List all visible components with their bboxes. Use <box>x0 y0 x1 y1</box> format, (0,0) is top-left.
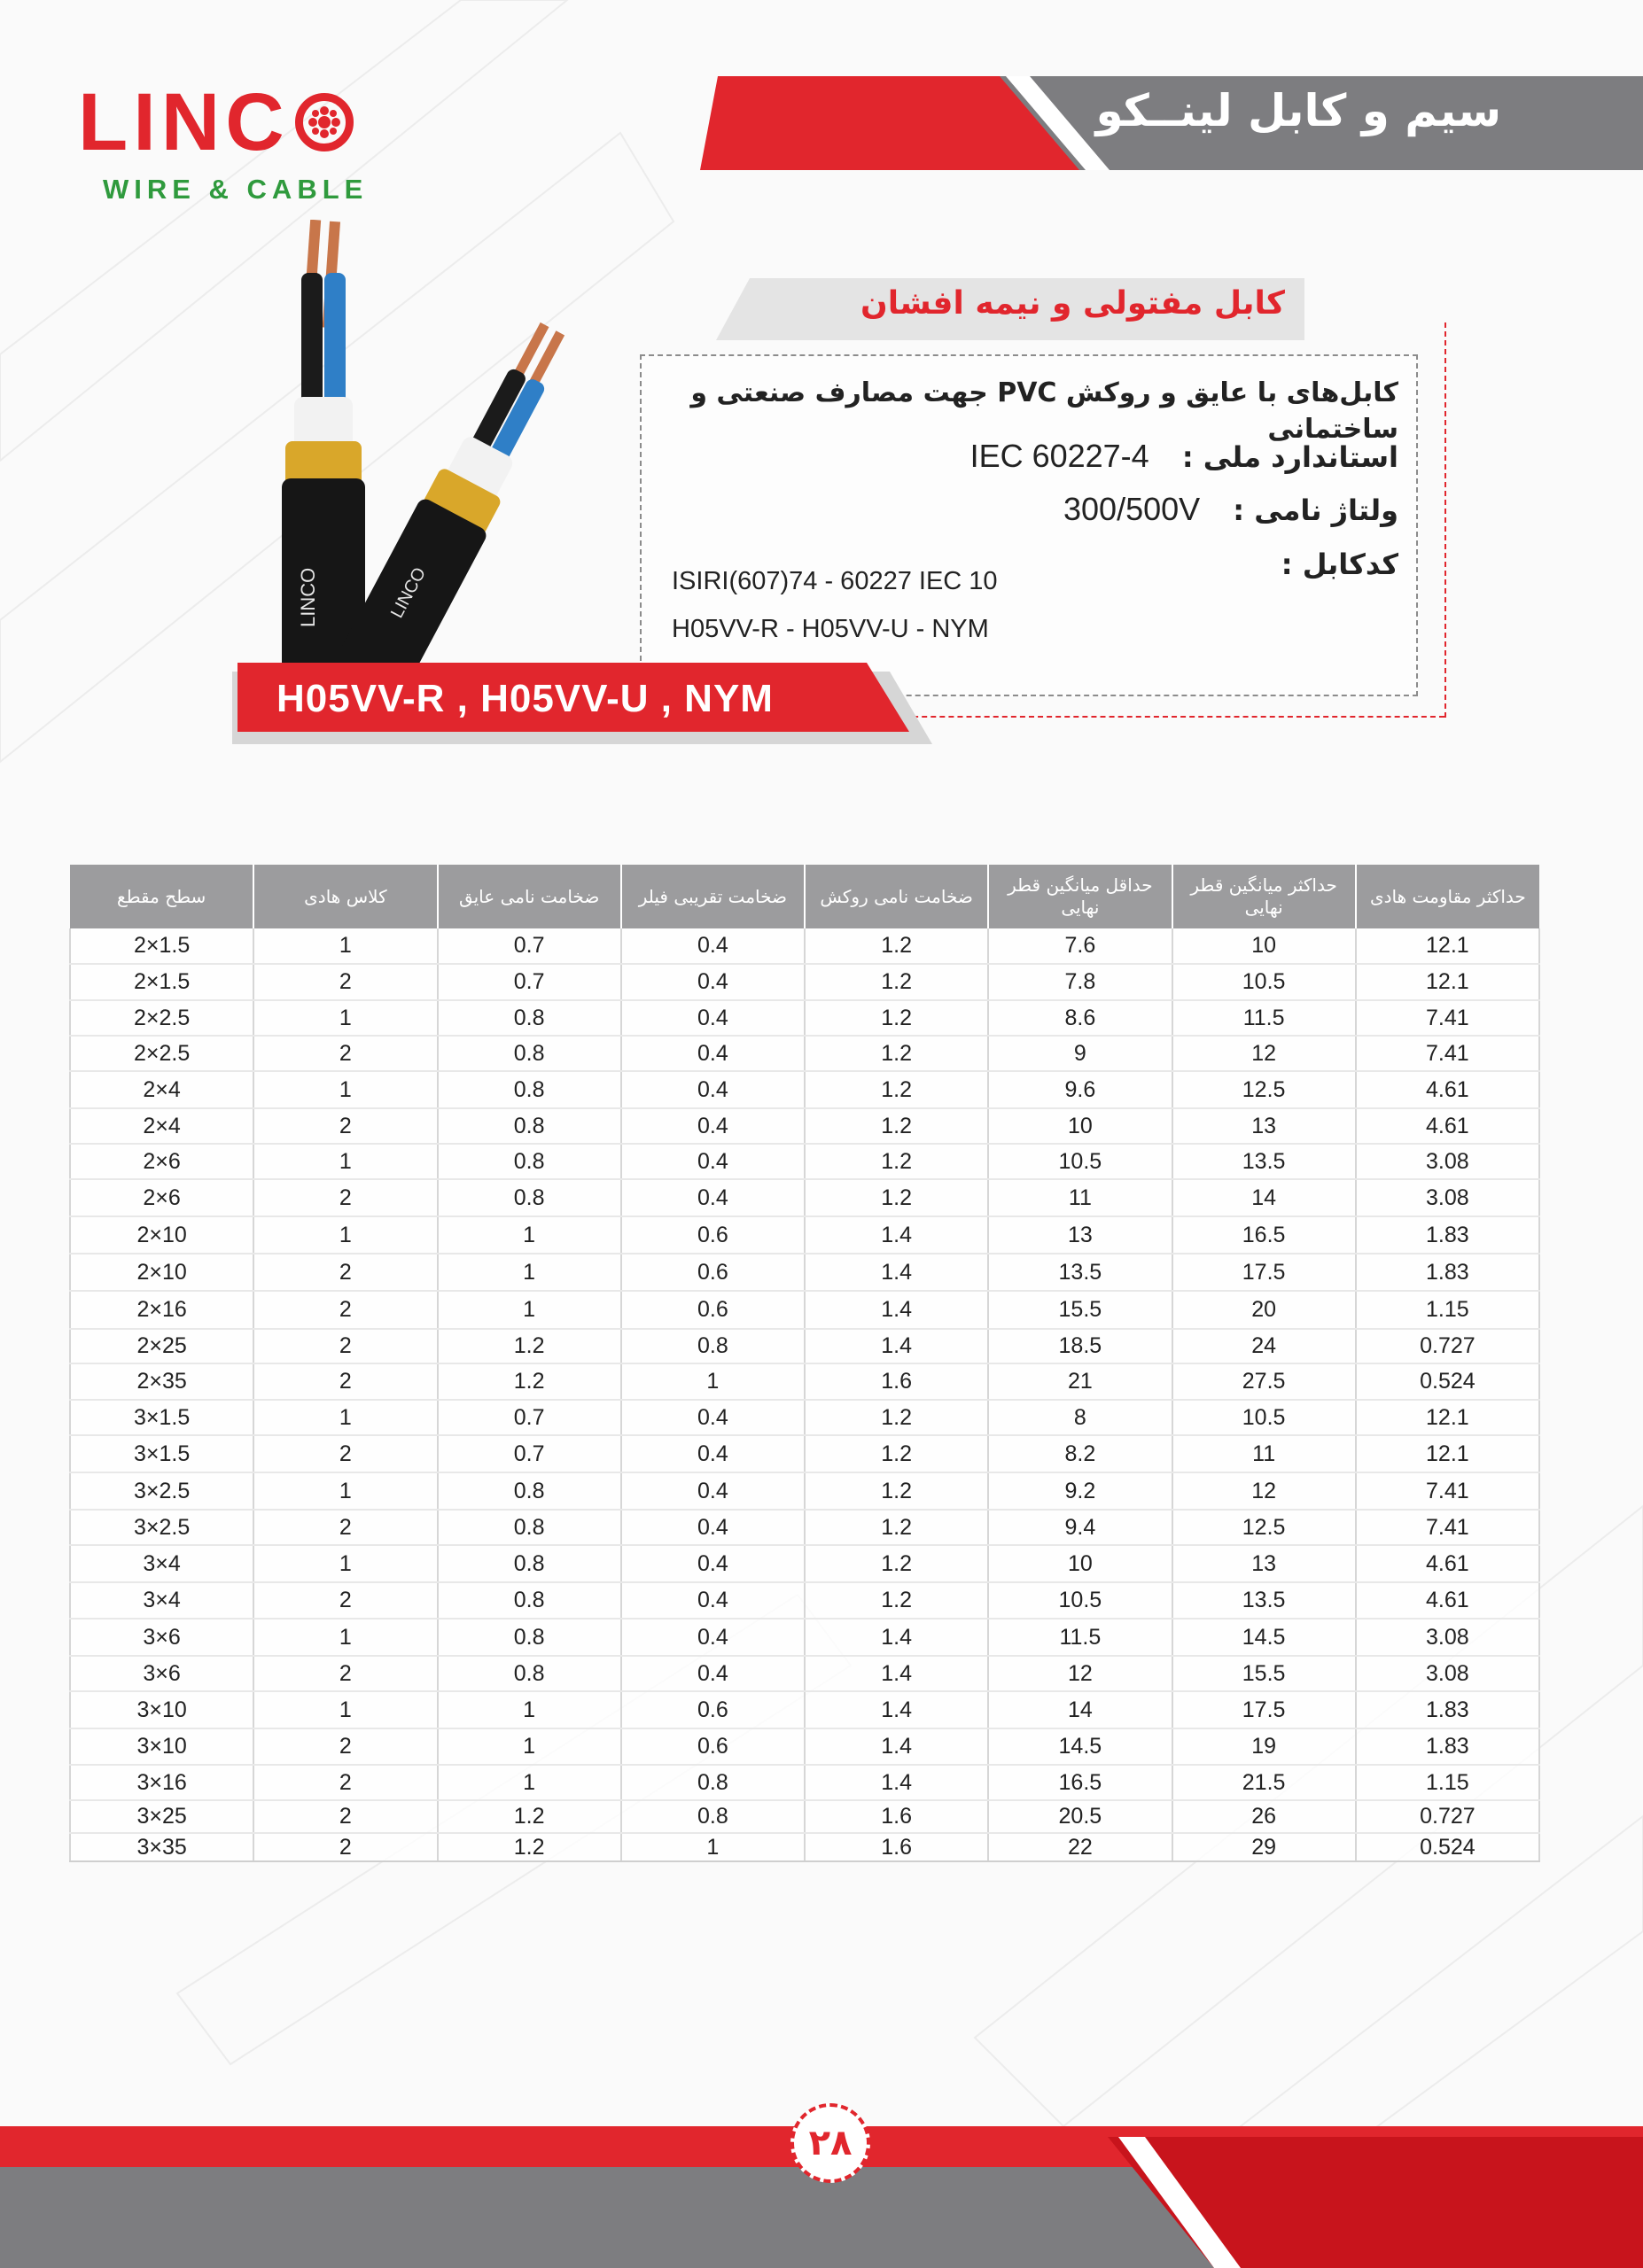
cell-filler-thickness: 0.4 <box>621 1179 805 1216</box>
cell-max-diameter: 26 <box>1172 1800 1356 1833</box>
cell-max-resistance: 3.08 <box>1356 1144 1539 1179</box>
cell-min-diameter: 13.5 <box>988 1254 1172 1291</box>
code-label: کدکابل : <box>1281 548 1398 581</box>
cell-insulation-thickness: 1.2 <box>438 1833 621 1861</box>
header-sheath-thickness: ضخامت نامی روکش <box>805 865 988 928</box>
cell-conductor-class: 2 <box>253 1833 437 1861</box>
cell-filler-thickness: 0.4 <box>621 1400 805 1435</box>
table-row <box>70 1036 1539 1071</box>
cell-sheath-thickness: 1.6 <box>805 1800 988 1833</box>
cell-cross-section: 2×16 <box>70 1291 253 1329</box>
cell-insulation-thickness: 1 <box>438 1291 621 1329</box>
cell-cross-section: 3×1.5 <box>70 1435 253 1472</box>
cable-image <box>266 220 585 680</box>
cell-cross-section: 2×1.5 <box>70 964 253 1000</box>
cell-conductor-class: 2 <box>253 1291 437 1329</box>
table-row <box>70 1400 1539 1435</box>
cell-insulation-thickness: 0.8 <box>438 1510 621 1545</box>
cell-sheath-thickness: 1.2 <box>805 1510 988 1545</box>
cell-min-diameter: 7.6 <box>988 928 1172 964</box>
cell-cross-section: 2×6 <box>70 1179 253 1216</box>
cell-insulation-thickness: 0.8 <box>438 1179 621 1216</box>
cell-cross-section: 3×6 <box>70 1619 253 1656</box>
cell-cross-section: 3×10 <box>70 1691 253 1728</box>
cell-conductor-class: 2 <box>253 1510 437 1545</box>
table-row <box>70 1179 1539 1216</box>
cell-max-diameter: 13.5 <box>1172 1144 1356 1179</box>
cell-filler-thickness: 0.4 <box>621 1545 805 1582</box>
cell-max-resistance: 3.08 <box>1356 1656 1539 1691</box>
cell-insulation-thickness: 0.8 <box>438 1108 621 1144</box>
cell-sheath-thickness: 1.4 <box>805 1691 988 1728</box>
cell-cross-section: 2×2.5 <box>70 1036 253 1071</box>
cell-max-resistance: 1.83 <box>1356 1728 1539 1765</box>
cell-conductor-class: 1 <box>253 1619 437 1656</box>
cell-filler-thickness: 0.4 <box>621 1108 805 1144</box>
cell-max-resistance: 7.41 <box>1356 1472 1539 1510</box>
cell-filler-thickness: 0.6 <box>621 1291 805 1329</box>
cell-min-diameter: 15.5 <box>988 1291 1172 1329</box>
cell-min-diameter: 13 <box>988 1216 1172 1254</box>
header-insulation-thickness: ضخامت نامی عایق <box>438 865 621 928</box>
cell-filler-thickness: 0.4 <box>621 1036 805 1071</box>
cell-max-resistance: 0.727 <box>1356 1800 1539 1833</box>
table-row <box>70 1216 1539 1254</box>
cell-max-resistance: 7.41 <box>1356 1036 1539 1071</box>
page-title: سیم و کابل لینــکو <box>1095 85 1501 136</box>
cell-sheath-thickness: 1.4 <box>805 1216 988 1254</box>
cell-max-resistance: 7.41 <box>1356 1000 1539 1036</box>
cell-filler-thickness: 0.6 <box>621 1728 805 1765</box>
cell-max-resistance: 4.61 <box>1356 1071 1539 1108</box>
cell-sheath-thickness: 1.4 <box>805 1254 988 1291</box>
code-row <box>1281 548 1398 581</box>
table-header-row <box>70 865 1539 928</box>
cell-conductor-class: 1 <box>253 1144 437 1179</box>
product-info-box <box>640 354 1418 696</box>
cell-max-diameter: 11 <box>1172 1435 1356 1472</box>
cell-filler-thickness: 1 <box>621 1363 805 1400</box>
decor-dashed-rule <box>1444 322 1446 718</box>
cell-filler-thickness: 0.4 <box>621 1435 805 1472</box>
cell-insulation-thickness: 0.8 <box>438 1656 621 1691</box>
cell-cross-section: 3×25 <box>70 1800 253 1833</box>
cell-sheath-thickness: 1.2 <box>805 928 988 964</box>
cell-cross-section: 2×10 <box>70 1216 253 1254</box>
cell-sheath-thickness: 1.2 <box>805 1545 988 1582</box>
cell-filler-thickness: 0.4 <box>621 1510 805 1545</box>
cell-cross-section: 2×6 <box>70 1144 253 1179</box>
table-row <box>70 1363 1539 1400</box>
cell-max-resistance: 12.1 <box>1356 1435 1539 1472</box>
cell-cross-section: 3×16 <box>70 1765 253 1800</box>
cell-max-diameter: 12 <box>1172 1472 1356 1510</box>
cell-min-diameter: 20.5 <box>988 1800 1172 1833</box>
cell-insulation-thickness: 1 <box>438 1254 621 1291</box>
cell-max-resistance: 0.524 <box>1356 1363 1539 1400</box>
table-row <box>70 1108 1539 1144</box>
cell-sheath-thickness: 1.4 <box>805 1619 988 1656</box>
cell-cross-section: 2×1.5 <box>70 928 253 964</box>
cell-sheath-thickness: 1.4 <box>805 1765 988 1800</box>
header-conductor-class: کلاس هادی <box>253 865 437 928</box>
cell-filler-thickness: 0.4 <box>621 964 805 1000</box>
cell-max-resistance: 3.08 <box>1356 1179 1539 1216</box>
cell-conductor-class: 1 <box>253 928 437 964</box>
cell-max-resistance: 12.1 <box>1356 1400 1539 1435</box>
cell-sheath-thickness: 1.2 <box>805 1108 988 1144</box>
header-max-resistance: حداکثر مقاومت هادی <box>1356 865 1539 928</box>
cell-insulation-thickness: 0.7 <box>438 1435 621 1472</box>
spec-table <box>69 865 1540 1862</box>
cell-cross-section: 2×35 <box>70 1363 253 1400</box>
cell-min-diameter: 14 <box>988 1691 1172 1728</box>
cell-max-diameter: 29 <box>1172 1833 1356 1861</box>
cell-filler-thickness: 0.4 <box>621 1144 805 1179</box>
cell-min-diameter: 10.5 <box>988 1144 1172 1179</box>
logo-word: LINC <box>78 77 290 167</box>
cell-sheath-thickness: 1.2 <box>805 1582 988 1619</box>
cell-insulation-thickness: 1 <box>438 1765 621 1800</box>
table-row <box>70 1329 1539 1363</box>
voltage-label: ولتاژ نامی : <box>1233 493 1398 527</box>
header-filler-thickness: ضخامت تقریبی فیلر <box>621 865 805 928</box>
cell-conductor-class: 1 <box>253 1691 437 1728</box>
cell-insulation-thickness: 1 <box>438 1728 621 1765</box>
cell-min-diameter: 14.5 <box>988 1728 1172 1765</box>
cell-max-diameter: 17.5 <box>1172 1254 1356 1291</box>
cell-filler-thickness: 0.8 <box>621 1329 805 1363</box>
cell-min-diameter: 8 <box>988 1400 1172 1435</box>
table-row <box>70 1510 1539 1545</box>
table-row <box>70 928 1539 964</box>
cell-max-diameter: 13 <box>1172 1545 1356 1582</box>
cell-max-diameter: 13.5 <box>1172 1582 1356 1619</box>
cell-cross-section: 2×25 <box>70 1329 253 1363</box>
cell-max-resistance: 1.83 <box>1356 1691 1539 1728</box>
cell-cross-section: 3×35 <box>70 1833 253 1861</box>
cell-cross-section: 3×4 <box>70 1582 253 1619</box>
code-line-1: ISIRI(607)74 - 60227 IEC 10 <box>672 567 998 595</box>
cell-max-resistance: 1.83 <box>1356 1254 1539 1291</box>
cell-filler-thickness: 0.6 <box>621 1691 805 1728</box>
decor-dashed-rule <box>895 716 1444 718</box>
cell-cross-section: 2×4 <box>70 1108 253 1144</box>
cell-max-resistance: 1.15 <box>1356 1291 1539 1329</box>
cell-filler-thickness: 1 <box>621 1833 805 1861</box>
table-row <box>70 1000 1539 1036</box>
cell-conductor-class: 2 <box>253 1363 437 1400</box>
cell-max-resistance: 3.08 <box>1356 1619 1539 1656</box>
product-description: کابل‌های با عایق و روکش PVC جهت مصارف صنعتی و ساختمانی <box>690 377 1398 445</box>
cell-conductor-class: 1 <box>253 1472 437 1510</box>
cell-conductor-class: 2 <box>253 1254 437 1291</box>
cell-filler-thickness: 0.4 <box>621 1071 805 1108</box>
cell-filler-thickness: 0.8 <box>621 1800 805 1833</box>
cell-insulation-thickness: 0.8 <box>438 1582 621 1619</box>
table-row <box>70 1833 1539 1861</box>
cell-filler-thickness: 0.6 <box>621 1216 805 1254</box>
cell-min-diameter: 12 <box>988 1656 1172 1691</box>
cell-min-diameter: 9.4 <box>988 1510 1172 1545</box>
cell-insulation-thickness: 1.2 <box>438 1329 621 1363</box>
cell-conductor-class: 1 <box>253 1545 437 1582</box>
cell-conductor-class: 1 <box>253 1071 437 1108</box>
table-row <box>70 1765 1539 1800</box>
standard-value: IEC 60227-4 <box>969 438 1149 474</box>
cell-max-diameter: 17.5 <box>1172 1691 1356 1728</box>
cell-max-resistance: 4.61 <box>1356 1582 1539 1619</box>
cell-cross-section: 3×6 <box>70 1656 253 1691</box>
logo-cable-icon <box>295 93 354 151</box>
table-row <box>70 1254 1539 1291</box>
cell-cross-section: 3×2.5 <box>70 1510 253 1545</box>
cell-max-resistance: 0.524 <box>1356 1833 1539 1861</box>
cell-max-diameter: 12 <box>1172 1036 1356 1071</box>
cell-sheath-thickness: 1.2 <box>805 1400 988 1435</box>
cell-conductor-class: 1 <box>253 1216 437 1254</box>
cell-min-diameter: 8.2 <box>988 1435 1172 1472</box>
cell-cross-section: 2×2.5 <box>70 1000 253 1036</box>
cell-cross-section: 3×10 <box>70 1728 253 1765</box>
cell-max-diameter: 20 <box>1172 1291 1356 1329</box>
logo-wordmark <box>78 77 415 167</box>
cell-insulation-thickness: 1.2 <box>438 1800 621 1833</box>
cell-min-diameter: 9 <box>988 1036 1172 1071</box>
voltage-value: 300/500V <box>1063 491 1201 527</box>
cell-min-diameter: 10 <box>988 1108 1172 1144</box>
cell-min-diameter: 11 <box>988 1179 1172 1216</box>
cell-insulation-thickness: 0.8 <box>438 1545 621 1582</box>
cell-insulation-thickness: 1 <box>438 1216 621 1254</box>
cell-filler-thickness: 0.4 <box>621 1582 805 1619</box>
cell-insulation-thickness: 0.8 <box>438 1071 621 1108</box>
cell-filler-thickness: 0.4 <box>621 1656 805 1691</box>
cell-min-diameter: 18.5 <box>988 1329 1172 1363</box>
cell-min-diameter: 7.8 <box>988 964 1172 1000</box>
cell-cross-section: 3×2.5 <box>70 1472 253 1510</box>
cell-max-resistance: 12.1 <box>1356 928 1539 964</box>
page-number: ۲۸ <box>790 2103 870 2183</box>
table-row <box>70 1619 1539 1656</box>
cell-max-resistance: 12.1 <box>1356 964 1539 1000</box>
cell-max-diameter: 14.5 <box>1172 1619 1356 1656</box>
header-max-diameter: حداکثر میانگین قطر نهایی <box>1172 865 1356 928</box>
cell-max-diameter: 11.5 <box>1172 1000 1356 1036</box>
cell-max-resistance: 1.15 <box>1356 1765 1539 1800</box>
table-row <box>70 1800 1539 1833</box>
cell-sheath-thickness: 1.6 <box>805 1833 988 1861</box>
cell-sheath-thickness: 1.4 <box>805 1291 988 1329</box>
cell-insulation-thickness: 0.7 <box>438 1400 621 1435</box>
cell-min-diameter: 9.6 <box>988 1071 1172 1108</box>
cell-sheath-thickness: 1.2 <box>805 1000 988 1036</box>
cell-filler-thickness: 0.4 <box>621 1000 805 1036</box>
cell-sheath-thickness: 1.4 <box>805 1728 988 1765</box>
cell-filler-thickness: 0.4 <box>621 928 805 964</box>
cell-insulation-thickness: 1.2 <box>438 1363 621 1400</box>
cell-sheath-thickness: 1.2 <box>805 1435 988 1472</box>
cell-conductor-class: 2 <box>253 1765 437 1800</box>
cell-cross-section: 3×4 <box>70 1545 253 1582</box>
cell-insulation-thickness: 0.8 <box>438 1144 621 1179</box>
header-cross-section: سطح مقطع <box>70 865 253 928</box>
cell-filler-thickness: 0.8 <box>621 1765 805 1800</box>
cell-insulation-thickness: 0.7 <box>438 964 621 1000</box>
table-row <box>70 964 1539 1000</box>
cell-insulation-thickness: 0.8 <box>438 1472 621 1510</box>
table-row <box>70 1071 1539 1108</box>
table-row <box>70 1582 1539 1619</box>
cable-print-1: LINCO <box>297 567 319 627</box>
cell-max-resistance: 4.61 <box>1356 1545 1539 1582</box>
cell-cross-section: 3×1.5 <box>70 1400 253 1435</box>
cell-conductor-class: 2 <box>253 1435 437 1472</box>
cell-max-diameter: 12.5 <box>1172 1510 1356 1545</box>
cell-conductor-class: 2 <box>253 1179 437 1216</box>
cell-min-diameter: 8.6 <box>988 1000 1172 1036</box>
cell-conductor-class: 2 <box>253 1582 437 1619</box>
cell-min-diameter: 11.5 <box>988 1619 1172 1656</box>
cell-max-diameter: 16.5 <box>1172 1216 1356 1254</box>
logo-tagline: WIRE & CABLE <box>103 174 369 205</box>
cable-print-2: LINCO <box>386 564 431 622</box>
cell-sheath-thickness: 1.2 <box>805 1036 988 1071</box>
cell-max-diameter: 21.5 <box>1172 1765 1356 1800</box>
table-row <box>70 1144 1539 1179</box>
cell-max-diameter: 24 <box>1172 1329 1356 1363</box>
cell-conductor-class: 2 <box>253 1108 437 1144</box>
cell-min-diameter: 16.5 <box>988 1765 1172 1800</box>
code-line-2: H05VV-R - H05VV-U - NYM <box>672 615 989 643</box>
standard-label: استاندارد ملی : <box>1181 440 1398 474</box>
cell-conductor-class: 2 <box>253 1329 437 1363</box>
cell-max-diameter: 10.5 <box>1172 964 1356 1000</box>
cell-insulation-thickness: 0.8 <box>438 1619 621 1656</box>
cell-max-diameter: 12.5 <box>1172 1071 1356 1108</box>
cell-max-resistance: 7.41 <box>1356 1510 1539 1545</box>
table-row <box>70 1691 1539 1728</box>
cell-cross-section: 2×10 <box>70 1254 253 1291</box>
cell-max-diameter: 10 <box>1172 928 1356 964</box>
table-row <box>70 1545 1539 1582</box>
cell-sheath-thickness: 1.6 <box>805 1363 988 1400</box>
product-subtitle: کابل مفتولی و نیمه افشان <box>860 285 1285 322</box>
voltage-row <box>1063 491 1398 528</box>
cell-min-diameter: 10.5 <box>988 1582 1172 1619</box>
cell-conductor-class: 2 <box>253 1728 437 1765</box>
cell-filler-thickness: 0.4 <box>621 1472 805 1510</box>
cell-sheath-thickness: 1.2 <box>805 964 988 1000</box>
cell-max-diameter: 13 <box>1172 1108 1356 1144</box>
cell-min-diameter: 10 <box>988 1545 1172 1582</box>
cell-conductor-class: 2 <box>253 964 437 1000</box>
cell-max-diameter: 19 <box>1172 1728 1356 1765</box>
model-banner-text: H05VV-R , H05VV-U , NYM <box>276 677 774 720</box>
cell-max-diameter: 14 <box>1172 1179 1356 1216</box>
cell-sheath-thickness: 1.4 <box>805 1656 988 1691</box>
cell-sheath-thickness: 1.2 <box>805 1179 988 1216</box>
cell-sheath-thickness: 1.2 <box>805 1144 988 1179</box>
cell-max-resistance: 1.83 <box>1356 1216 1539 1254</box>
linco-logo <box>78 77 415 206</box>
cell-filler-thickness: 0.4 <box>621 1619 805 1656</box>
cell-conductor-class: 2 <box>253 1036 437 1071</box>
cell-insulation-thickness: 0.7 <box>438 928 621 964</box>
cell-conductor-class: 1 <box>253 1000 437 1036</box>
cell-max-diameter: 27.5 <box>1172 1363 1356 1400</box>
cell-conductor-class: 2 <box>253 1656 437 1691</box>
standard-row <box>970 438 1398 475</box>
cell-insulation-thickness: 1 <box>438 1691 621 1728</box>
cell-max-resistance: 0.727 <box>1356 1329 1539 1363</box>
table-row <box>70 1656 1539 1691</box>
table-row <box>70 1435 1539 1472</box>
header-min-diameter: حداقل میانگین قطر نهایی <box>988 865 1172 928</box>
cell-sheath-thickness: 1.4 <box>805 1329 988 1363</box>
cell-conductor-class: 2 <box>253 1800 437 1833</box>
cell-max-resistance: 4.61 <box>1356 1108 1539 1144</box>
cell-insulation-thickness: 0.8 <box>438 1000 621 1036</box>
cell-max-diameter: 10.5 <box>1172 1400 1356 1435</box>
table-row <box>70 1728 1539 1765</box>
cell-insulation-thickness: 0.8 <box>438 1036 621 1071</box>
cell-conductor-class: 1 <box>253 1400 437 1435</box>
table-row <box>70 1291 1539 1329</box>
table-body <box>70 928 1539 1861</box>
cell-sheath-thickness: 1.2 <box>805 1472 988 1510</box>
cell-cross-section: 2×4 <box>70 1071 253 1108</box>
cell-filler-thickness: 0.6 <box>621 1254 805 1291</box>
cell-sheath-thickness: 1.2 <box>805 1071 988 1108</box>
cell-min-diameter: 9.2 <box>988 1472 1172 1510</box>
cell-min-diameter: 22 <box>988 1833 1172 1861</box>
cell-min-diameter: 21 <box>988 1363 1172 1400</box>
table-row <box>70 1472 1539 1510</box>
cell-max-diameter: 15.5 <box>1172 1656 1356 1691</box>
